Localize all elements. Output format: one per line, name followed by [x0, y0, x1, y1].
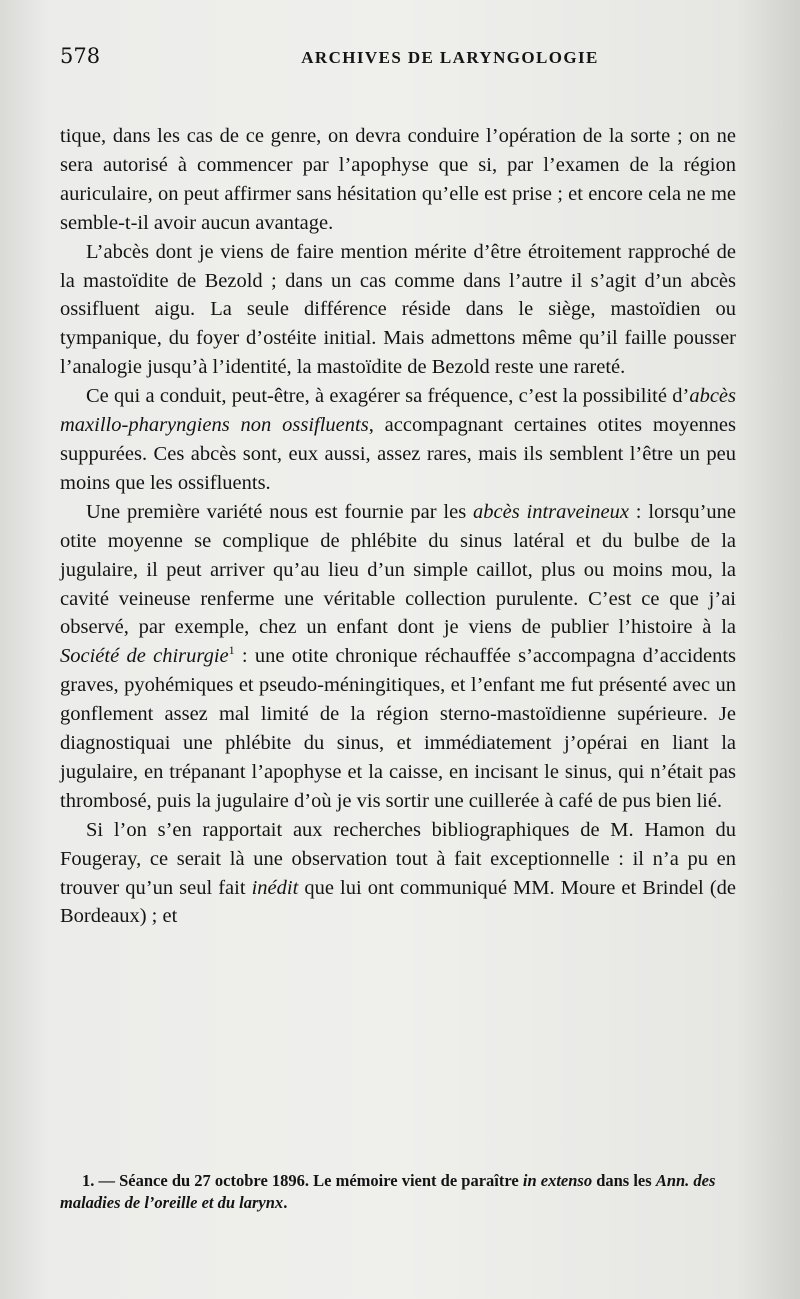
footnote-text-b: dans les	[592, 1171, 656, 1190]
footnote-text-a: Séance du 27 octobre 1896. Le mémoire vient de paraître	[115, 1171, 523, 1190]
paragraph-2-text: L’abcès dont je viens de faire mention mérite d’être étroitement rapproché de la mastoïdite de Bezold ; dans un cas comme dans l’autre il s’agit d’un abcès ossifluent aigu. La seule différence réside dans le siège, mastoïdien ou tympanique, du foyer d’ostéite initial. Mais admettons même qu’il faille pousser l’analogie jusqu’à l’identité, la mastoïdite de Bezold reste une rareté.	[60, 240, 736, 379]
paragraph-4-italic-1: abcès intraveineux	[473, 500, 629, 523]
paragraph-4-text-b: : lorsqu’une otite moyenne se complique de phlébite du sinus latéral et du bulbe de la jugulaire, il peut arriver qu’au lieu d’un simple caillot, plus ou moins mou, la cavité veineuse renferme une véritable collection purulente. C’est ce que j’ai observé, par exemple, chez un enfant dont je viens de publier l’histoire à la	[60, 500, 737, 639]
page-header	[60, 44, 736, 84]
paragraph-4-text-c: : une otite chronique réchauffée s’accompagna d’accidents graves, pyohémiques et pseudo-méningitiques, et l’enfant me fut présenté avec un gonflement assez mal limité de la région sterno-mastoïdienne supérieure. Je diagnostiquai une phlébite du sinus, et immédiatement j’opérai en liant la jugulaire, en trépanant l’apophyse et la caisse, en incisant le sinus, qui n’était pas thrombosé, puis la jugulaire d’où je vis sortir une cuillerée à café de pus bien lié.	[60, 645, 736, 812]
paragraph-3-text-b: , accompagnant certaines otites moyennes suppurées. Ces abcès sont, eux aussi, assez rares, mais ils semblent l’être un peu moins que les ossifluents.	[60, 414, 737, 494]
paragraph-5-text-a: Si l’on s’en rapportait aux recherches bibliographiques de M. Hamon du Fougeray, ce serait là une observation tout à fait exceptionnelle : il n’a pu en trouver qu’un seul fait	[60, 818, 736, 899]
footnote-marker: 1. —	[82, 1171, 115, 1190]
paragraph-3	[60, 382, 736, 498]
paragraph-5	[60, 816, 736, 932]
paragraph-2	[60, 238, 736, 383]
paragraph-3-text-a: Ce qui a conduit, peut-être, à exagérer sa fréquence, c’est la possibilité d’	[86, 385, 690, 408]
footnote	[60, 1170, 736, 1214]
paragraph-5-text-b: que lui ont communiqué MM. Moure et Brindel (de Bordeaux) ; et	[60, 876, 736, 928]
paragraph-4-text-a: Une première variété nous est fournie par les	[86, 500, 474, 523]
paragraph-4-italic-2: Société de chirurgie	[60, 645, 229, 668]
footnote-reference: 1	[228, 643, 235, 658]
paragraph-5-italic: inédit	[251, 876, 299, 899]
footnote-italic-2: Ann. des maladies de l’oreille et du larynx	[60, 1171, 716, 1212]
paragraph-4	[60, 498, 736, 816]
paragraph-3-italic: abcès maxillo-pharyngiens non ossifluents	[60, 385, 736, 437]
paragraph-1	[60, 122, 736, 238]
footnote-text-c: .	[283, 1193, 288, 1212]
body-text	[60, 122, 736, 931]
paragraph-1-text: tique, dans les cas de ce genre, on devra conduire l’opération de la sorte ; on ne sera autorisé à commencer par l’apophyse que si, par l’examen de la région auriculaire, on peut affirmer sans hésitation qu’elle est prise ; et encore cela ne me semble-t-il avoir aucun avantage.	[60, 125, 736, 234]
running-head: ARCHIVES DE LARYNGOLOGIE	[301, 48, 599, 67]
footnote-italic-1: in extenso	[522, 1171, 593, 1190]
page-number: 578	[60, 44, 101, 68]
